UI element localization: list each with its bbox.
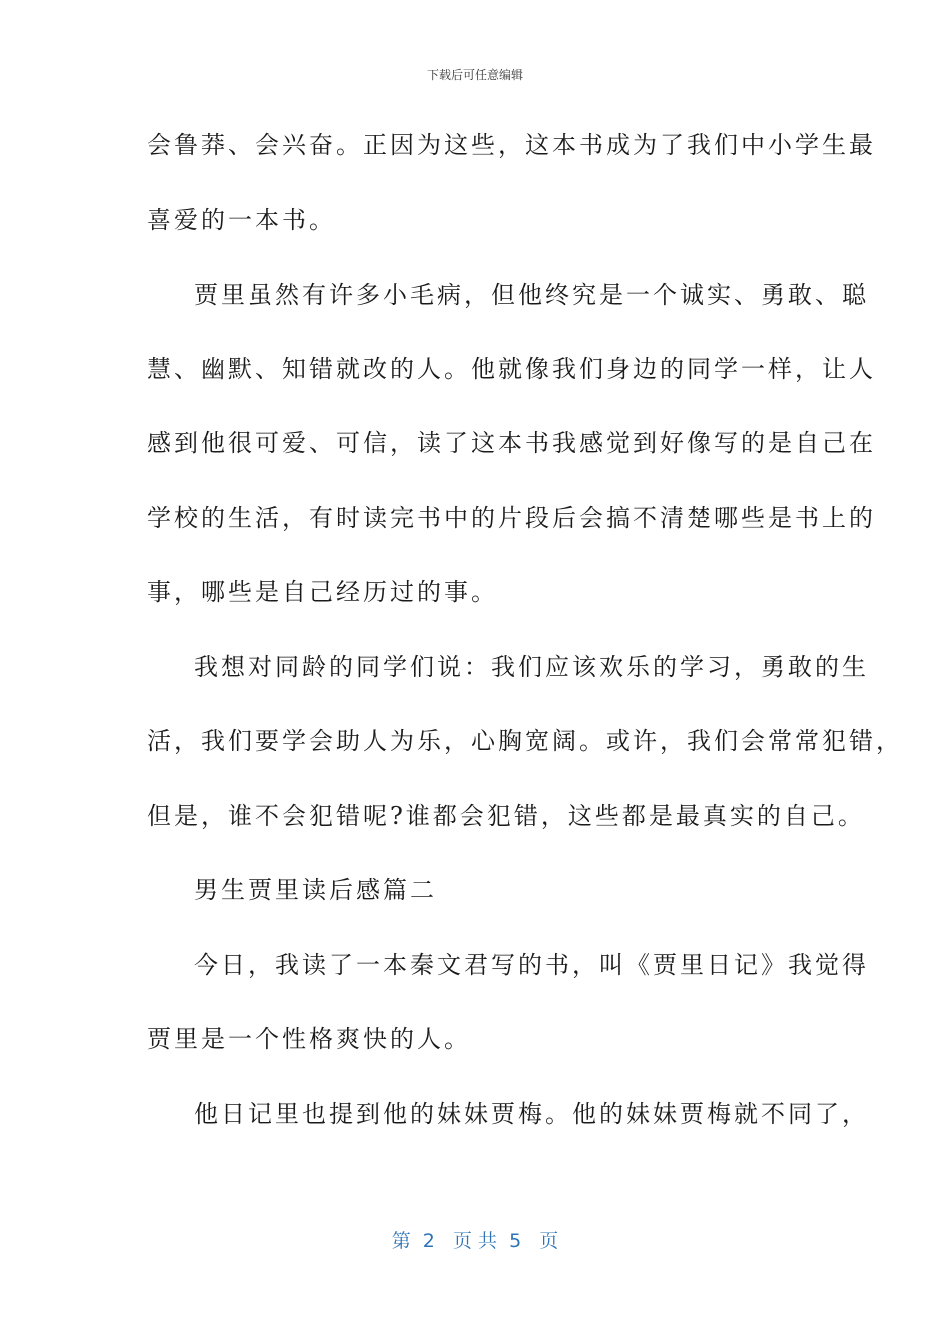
- paragraph-start-line: 贾里虽然有许多小毛病，但他终究是一个诚实、勇敢、聪: [194, 281, 869, 309]
- text-line: 慧、幽默、知错就改的人。他就像我们身边的同学一样，让人: [147, 355, 876, 383]
- text-line: 贾里是一个性格爽快的人。: [147, 1025, 471, 1053]
- text-line: 活，我们要学会助人为乐，心胸宽阔。或许，我们会常常犯错，: [147, 727, 903, 755]
- paragraph-start-line: 我想对同龄的同学们说：我们应该欢乐的学习，勇敢的生: [194, 653, 869, 681]
- page-number-footer: 第 2 页 共 5 页: [391, 1230, 559, 1252]
- section-heading: 男生贾里读后感篇二: [194, 876, 437, 904]
- paragraph-start-line: 他日记里也提到他的妹妹贾梅。他的妹妹贾梅就不同了，: [194, 1100, 869, 1128]
- text-line: 感到他很可爱、可信，读了这本书我感觉到好像写的是自己在: [147, 429, 876, 457]
- paragraph-start-line: 今日，我读了一本秦文君写的书，叫《贾里日记》我觉得: [194, 951, 869, 979]
- text-line: 事，哪些是自己经历过的事。: [147, 578, 498, 606]
- header-note: 下载后可任意编辑: [426, 68, 523, 82]
- text-line: 学校的生活，有时读完书中的片段后会搞不清楚哪些是书上的: [147, 504, 876, 532]
- text-line: 喜爱的一本书。: [147, 206, 336, 234]
- text-line: 但是，谁不会犯错呢?谁都会犯错，这些都是最真实的自己。: [147, 802, 865, 830]
- text-line: 会鲁莽、会兴奋。正因为这些，这本书成为了我们中小学生最: [147, 131, 876, 159]
